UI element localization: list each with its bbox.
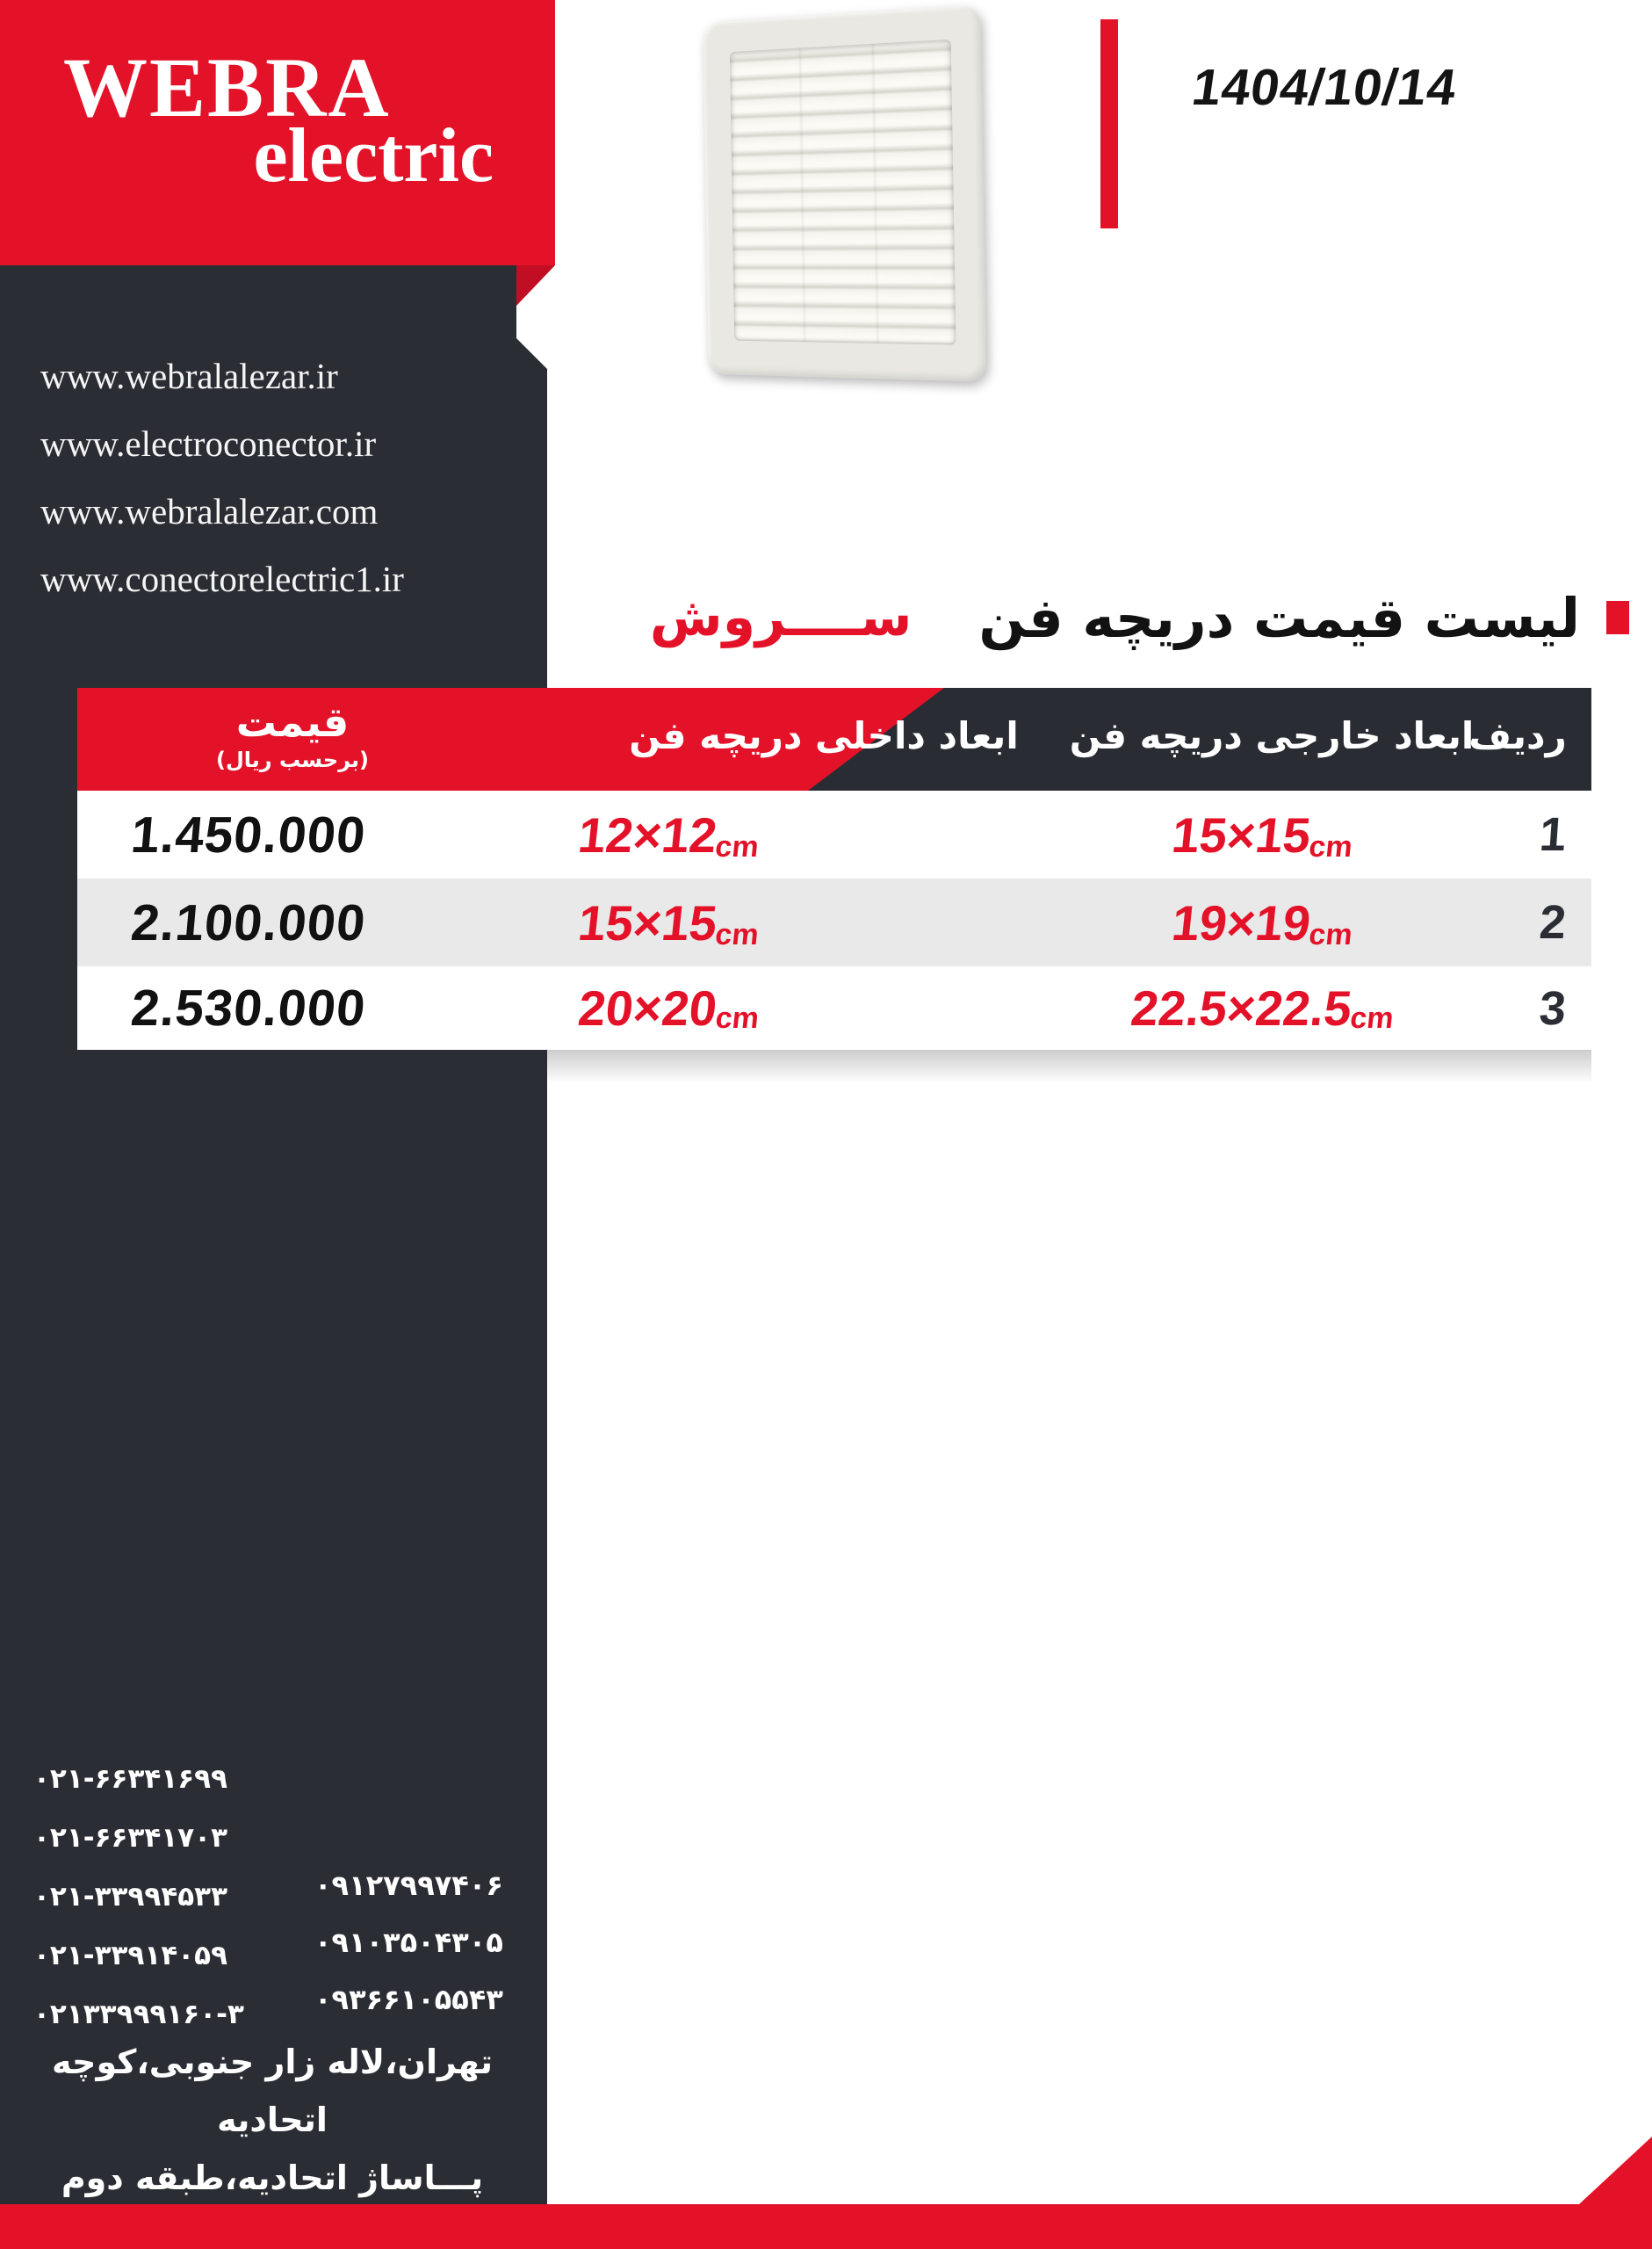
unit-label: cm	[713, 1002, 761, 1035]
phone-number[interactable]: ۰۲۱-۳۳۹۹۴۵۳۳	[33, 1881, 227, 1913]
address-line: تهران،لاله زار جنوبی،کوچه اتحادیه	[52, 2043, 493, 2139]
row-number: 3	[1537, 981, 1569, 1035]
landline-phone-list	[33, 1750, 244, 2044]
outer-dimension-value	[1039, 791, 1488, 879]
phone-number[interactable]: ۰۲۱۳۳۹۹۹۱۶۰-۳	[33, 1999, 244, 2030]
website-link[interactable]: www.webralalezar.ir	[40, 356, 338, 396]
inner-dimension-value	[445, 791, 894, 879]
price-value: 2.100.000	[128, 893, 369, 951]
unit-label: cm	[713, 830, 761, 864]
date: 1404/10/14	[1188, 59, 1461, 116]
product-photo-fan-grille	[703, 4, 986, 381]
phone-number[interactable]: ۰۲۱-۳۳۹۱۴۰۵۹	[33, 1940, 227, 1971]
table-drop-shadow	[547, 1050, 1591, 1083]
title-bullet-square	[1606, 601, 1629, 634]
brand-name: WEBRA	[63, 40, 391, 134]
brand-ribbon	[0, 0, 555, 265]
page-title-brandword: ســــروش	[649, 587, 913, 648]
inner-dimension-value	[445, 879, 894, 966]
column-header-price-label: قیمت	[235, 698, 350, 746]
table-row	[77, 966, 1591, 1050]
website-list	[40, 343, 404, 613]
phone-number[interactable]: ۰۹۳۶۶۱۰۵۵۴۳	[314, 1983, 503, 2016]
address-line: پـــاساژ اتحادیه،طبقه دوم	[61, 2159, 484, 2197]
outer-dimension-number: 19×19	[1169, 894, 1314, 951]
outer-dimension-value	[1039, 879, 1488, 966]
fan-grille-louvers	[730, 40, 956, 345]
price-table	[77, 688, 1591, 1050]
mobile-phone-list	[314, 1857, 503, 2028]
outer-dimension-value	[1039, 966, 1487, 1050]
inner-dimension-number: 12×12	[575, 806, 720, 863]
page-title	[650, 571, 1629, 664]
table-row	[77, 791, 1591, 879]
outer-dimension-number: 22.5×22.5	[1128, 980, 1355, 1036]
website-link[interactable]: www.webralalezar.com	[40, 491, 379, 532]
outer-dimension-number: 15×15	[1169, 806, 1314, 863]
brand-subname: electric	[253, 113, 494, 199]
unit-label: cm	[713, 918, 761, 951]
table-header	[77, 688, 1591, 791]
website-link[interactable]: www.electroconector.ir	[40, 423, 377, 464]
column-header-price-unit: (برحسب ریال)	[215, 748, 370, 772]
column-header-inner-dims: ابعاد داخلی دریچه فن	[629, 714, 1019, 757]
price-value: 2.530.000	[128, 980, 369, 1037]
inner-dimension-number: 20×20	[575, 980, 720, 1036]
row-number: 1	[1537, 808, 1569, 861]
unit-label: cm	[1307, 830, 1354, 864]
inner-dimension-number: 15×15	[575, 894, 720, 951]
phone-number[interactable]: ۰۲۱-۶۶۳۴۱۷۰۳	[33, 1822, 227, 1854]
column-header-price	[104, 698, 481, 774]
phone-number[interactable]: ۰۹۱۲۷۹۹۷۴۰۶	[314, 1869, 503, 1902]
inner-dimension-value	[445, 966, 893, 1050]
price-value: 1.450.000	[128, 806, 369, 864]
column-header-outer-dims: ابعاد خارجی دریچه فن	[1069, 714, 1475, 757]
phone-number[interactable]: ۰۲۱-۶۶۳۴۱۶۹۹	[33, 1763, 227, 1795]
table-row	[77, 879, 1591, 966]
phone-number[interactable]: ۰۹۱۰۳۵۰۴۳۰۵	[314, 1926, 503, 1959]
unit-label: cm	[1307, 918, 1354, 951]
column-header-row-number: ردیف	[1468, 714, 1567, 757]
ribbon-fold-triangle	[516, 265, 555, 306]
unit-label: cm	[1348, 1002, 1396, 1035]
date-accent-bar	[1100, 19, 1118, 228]
website-link[interactable]: www.conectorelectric1.ir	[40, 559, 404, 599]
row-number: 2	[1537, 896, 1569, 949]
page-title-text: لیست قیمت دریچه فن	[978, 585, 1580, 650]
